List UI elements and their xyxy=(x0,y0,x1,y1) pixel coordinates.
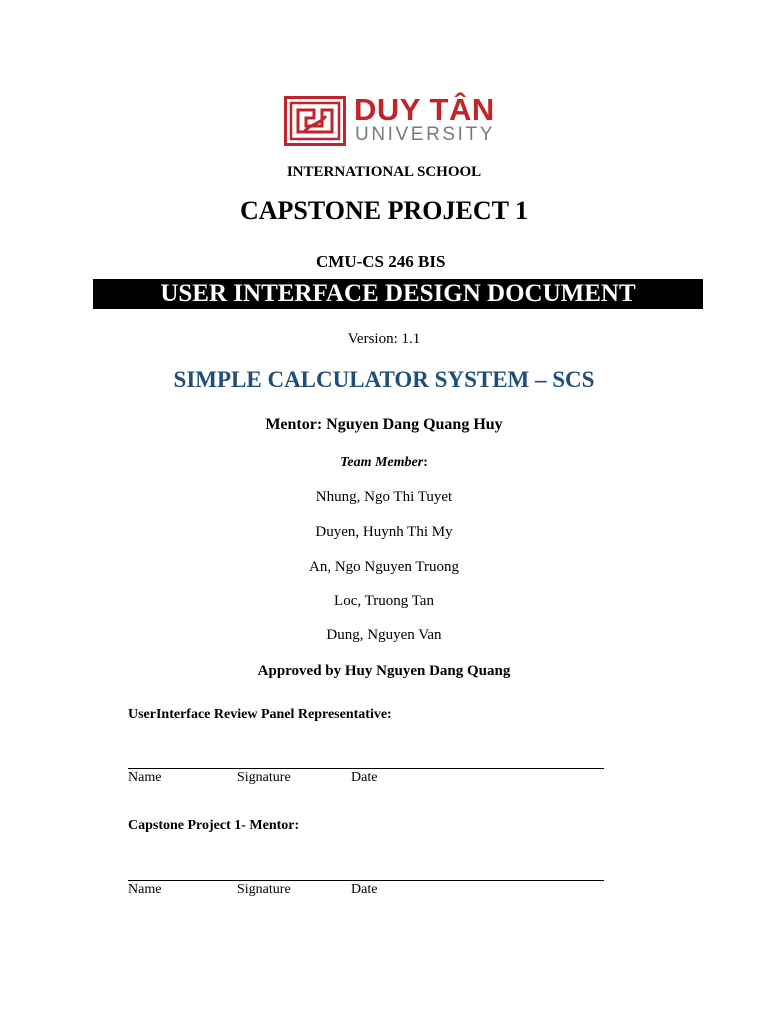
document-title-banner xyxy=(93,279,703,309)
team-member: An, Ngo Nguyen Truong xyxy=(308,559,459,575)
school-name: INTERNATIONAL SCHOOL xyxy=(286,164,482,180)
date-caption: Date xyxy=(351,770,378,785)
logo-name: DUY TÂN xyxy=(354,92,495,127)
signature-line xyxy=(128,880,604,881)
signature-line xyxy=(128,768,604,769)
team-member-heading xyxy=(0,455,768,471)
team-member: Dung, Nguyen Van xyxy=(326,627,442,643)
duy-tan-emblem-icon xyxy=(284,96,346,146)
team-member: Loc, Truong Tan xyxy=(334,593,434,609)
university-logo xyxy=(284,92,496,148)
team-member-label: Team Member xyxy=(340,455,424,470)
review-panel-label: UserInterface Review Panel Representative: xyxy=(128,707,392,722)
course-code: CMU-CS 246 BIS xyxy=(316,252,446,271)
system-name: SIMPLE CALCULATOR SYSTEM – SCS xyxy=(173,367,595,392)
signature-caption: Signature xyxy=(237,770,291,785)
team-member: Nhung, Ngo Thi Tuyet xyxy=(315,489,453,505)
approval-line: Approved by Huy Nguyen Dang Quang xyxy=(257,663,511,679)
signature-caption: Signature xyxy=(237,882,291,897)
document-title: USER INTERFACE DESIGN DOCUMENT xyxy=(160,280,636,307)
team-member: Duyen, Huynh Thi My xyxy=(315,524,453,540)
name-caption: Name xyxy=(128,882,162,897)
date-caption: Date xyxy=(351,882,378,897)
version-text: Version: 1.1 xyxy=(347,331,421,347)
logo-subtitle: UNIVERSITY xyxy=(355,124,496,145)
name-caption: Name xyxy=(128,770,162,785)
mentor-line: Mentor: Nguyen Dang Quang Huy xyxy=(265,416,503,433)
project-title: CAPSTONE PROJECT 1 xyxy=(240,196,528,225)
mentor-signoff-label: Capstone Project 1- Mentor: xyxy=(128,818,300,833)
team-member-colon: : xyxy=(423,455,428,470)
